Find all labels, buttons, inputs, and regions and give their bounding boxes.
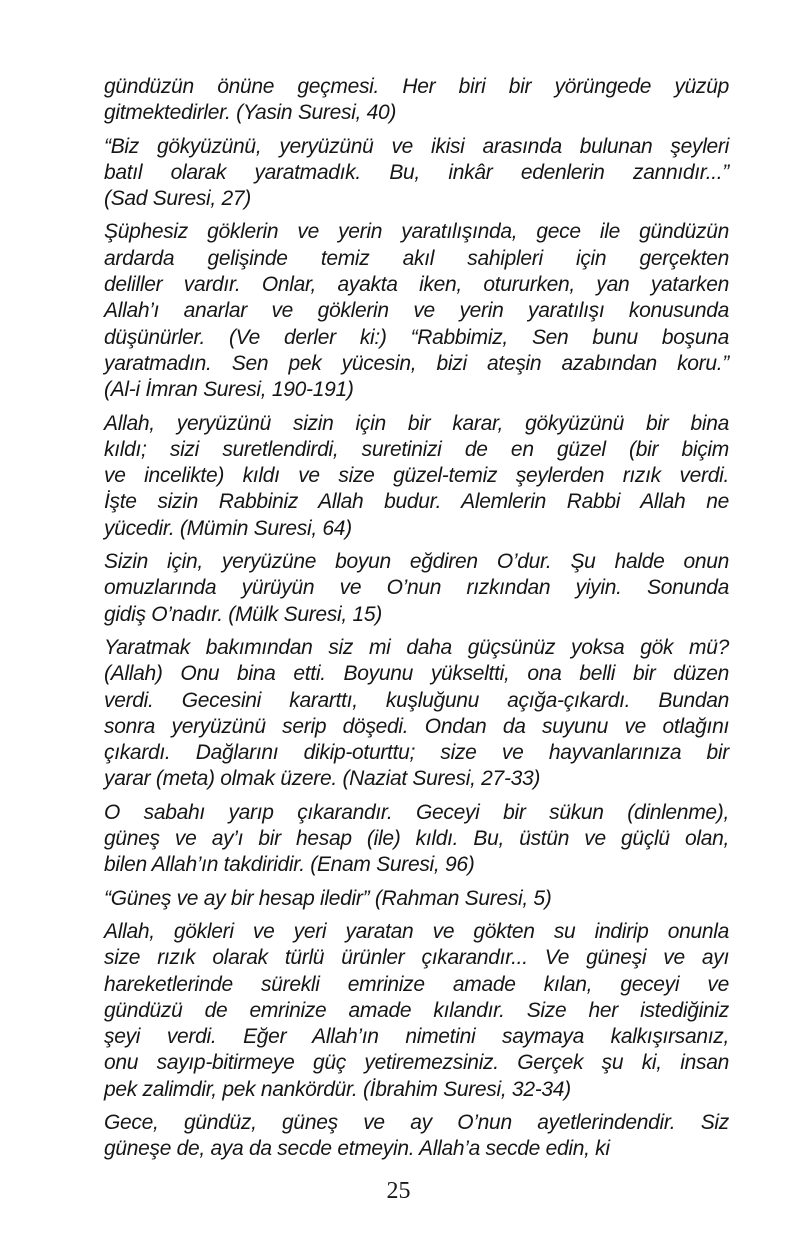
text-line: gündüzün önüne geçmesi. Her biri bir yörüngede yüzüp — [104, 75, 729, 98]
text-line: O sabahı yarıp çıkarandır. Geceyi bir sükun (dinlenme), — [104, 800, 729, 824]
text-line: yücedir. (Mümin Suresi, 64) — [104, 516, 352, 540]
text-line: kıldı; sizi suretlendirdi, suretinizi de en güzel (bir biçim — [104, 437, 729, 461]
text-line: (Al-i İmran Suresi, 190-191) — [104, 378, 354, 402]
text-line: sonra yeryüzünü serip döşedi. Ondan da suyunu ve otlağını — [104, 714, 729, 738]
text-line: çıkardı. Dağlarını dikip-oturttu; size ve hayvanlarınıza bir — [104, 741, 729, 765]
paragraph — [104, 411, 729, 542]
text-line: bilen Allah’ın takdiridir. (Enam Suresi, 96) — [104, 853, 475, 877]
text-line: omuzlarında yürüyün ve O’nun rızkından yiyin. Sonunda — [104, 576, 729, 600]
paragraph — [104, 134, 729, 213]
text-line: pek zalimdir, pek nankördür. (İbrahim Suresi, 32-34) — [104, 1077, 571, 1101]
text-line: Gece, gündüz, güneş ve ay O’nun ayetlerindendir. Siz — [104, 1110, 729, 1134]
text-line: yaratmadın. Sen pek yücesin, bizi ateşin azabından koru.” — [104, 351, 729, 375]
text-line: İşte sizin Rabbiniz Allah budur. Alemlerin Rabbi Allah ne — [104, 490, 729, 514]
paragraph — [104, 219, 729, 403]
paragraph — [104, 549, 729, 628]
text-line: yarar (meta) olmak üzere. (Naziat Suresi, 27-33) — [104, 767, 541, 791]
text-line: (Sad Suresi, 27) — [104, 187, 251, 211]
page-number: 25 — [386, 1178, 411, 1204]
text-line: “Güneş ve ay bir hesap iledir” (Rahman Suresi, 5) — [104, 886, 552, 910]
text-line: Allah, yeryüzünü sizin için bir karar, gökyüzünü bir bina — [104, 411, 729, 435]
text-line: verdi. Gecesini kararttı, kuşluğunu açığa-çıkardı. Bundan — [104, 688, 729, 712]
paragraph — [104, 886, 729, 912]
text-line: güneş ve ay’ı bir hesap (ile) kıldı. Bu, üstün ve güçlü olan, — [104, 827, 729, 851]
text-line: hareketlerinde sürekli emrinize amade kılan, geceyi ve — [104, 972, 729, 996]
text-line: (Allah) Onu bina etti. Boyunu yükseltti, ona belli bir düzen — [104, 662, 729, 686]
text-line: Allah’ı anarlar ve göklerin ve yerin yaratılışı konusunda — [104, 299, 729, 323]
paragraph — [104, 919, 729, 1103]
text-line: Allah, gökleri ve yeri yaratan ve gökten su indirip onunla — [104, 919, 729, 943]
text-line: gidiş O’nadır. (Mülk Suresi, 15) — [104, 602, 382, 626]
text-line: Sizin için, yeryüzüne boyun eğdiren O’dur. Şu halde onun — [104, 550, 729, 574]
paragraph — [104, 1110, 729, 1163]
text-line: Yaratmak bakımından siz mi daha güçsünüz yoksa gök mü? — [104, 635, 729, 659]
text-line: ardarda gelişinde temiz akıl sahipleri için gerçekten — [104, 246, 729, 270]
text-line: düşünürler. (Ve derler ki:) “Rabbimiz, Sen bunu boşuna — [104, 325, 729, 349]
text-line: gündüzü de emrinize amade kılandır. Size her istediğiniz — [104, 998, 729, 1022]
text-line: “Biz gökyüzünü, yeryüzünü ve ikisi arasında bulunan şeyleri — [104, 134, 729, 158]
text-line: size rızık olarak türlü ürünler çıkarandır... Ve güneşi ve ayı — [104, 946, 729, 970]
text-line: güneşe de, aya da secde etmeyin. Allah’a secde edin, ki — [104, 1137, 610, 1161]
text-line: gitmektedirler. (Yasin Suresi, 40) — [104, 101, 397, 125]
verse-text-block — [104, 74, 729, 1170]
text-line: deliller vardır. Onlar, ayakta iken, otururken, yan yatarken — [104, 273, 729, 297]
text-line: ve incelikte) kıldı ve size güzel-temiz şeylerden rızık verdi. — [104, 464, 729, 488]
paragraph — [104, 800, 729, 879]
text-line: şeyi verdi. Eğer Allah’ın nimetini saymaya kalkışırsanız, — [104, 1025, 729, 1049]
text-line: onu sayıp-bitirmeye güç yetiremezsiniz. Gerçek şu ki, insan — [104, 1051, 729, 1075]
paragraph — [104, 635, 729, 793]
text-line: Şüphesiz göklerin ve yerin yaratılışında, gece ile gündüzün — [104, 220, 729, 244]
paragraph — [104, 74, 729, 127]
text-line: batıl olarak yaratmadık. Bu, inkâr edenlerin zannıdır...” — [104, 160, 729, 184]
